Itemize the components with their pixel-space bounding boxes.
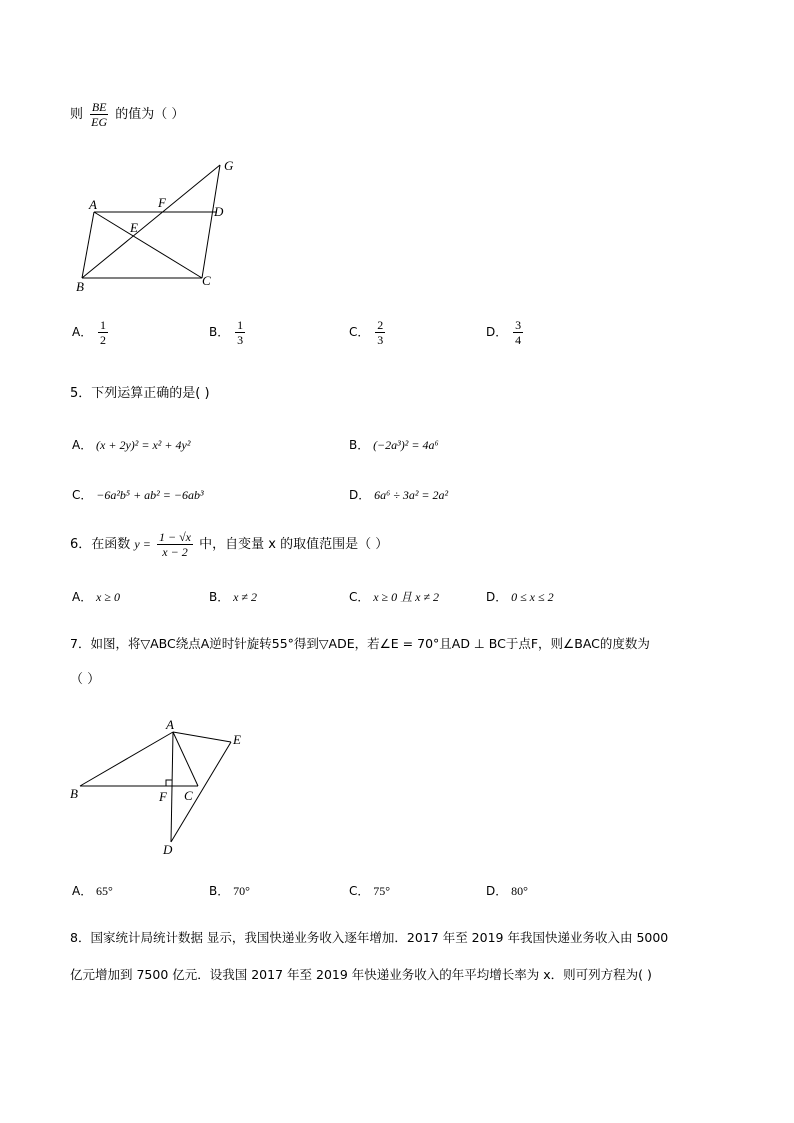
q6-suffix: 中，自变量 x 的取值范围是（ ） bbox=[199, 537, 389, 552]
option-fraction bbox=[513, 318, 523, 347]
option-value: 75° bbox=[373, 884, 391, 898]
q8-stem-line1: 8．国家统计局统计数据 显示，我国快递业务收入逐年增加．2017 年至 2019 年我国快递业务收入由 5000 bbox=[70, 930, 669, 945]
q4-option-b[interactable] bbox=[209, 318, 247, 347]
option-value: 80° bbox=[511, 884, 528, 898]
q7-line-AE bbox=[173, 732, 231, 742]
option-value: 70° bbox=[233, 884, 250, 898]
q7-label-A: A bbox=[166, 717, 174, 732]
option-value: 65° bbox=[96, 884, 113, 898]
q6-option-c[interactable] bbox=[349, 588, 439, 605]
option-letter: A． bbox=[72, 884, 93, 898]
q7-line-AC bbox=[173, 732, 198, 786]
q6-prefix: 6．在函数 bbox=[70, 537, 131, 552]
q7-option-a[interactable] bbox=[72, 882, 113, 899]
option-letter: A． bbox=[72, 590, 93, 604]
q4-stem bbox=[70, 100, 184, 129]
q7-option-c[interactable] bbox=[349, 882, 390, 899]
frac-num: 2 bbox=[377, 318, 384, 332]
q5-option-c[interactable] bbox=[72, 486, 204, 503]
q6-frac-num: 1 − √x bbox=[159, 530, 192, 544]
q7-right-angle-mark bbox=[166, 780, 172, 786]
option-expr: −6a²b⁵ + ab² = −6ab³ bbox=[96, 488, 204, 502]
option-letter: C． bbox=[349, 590, 370, 604]
option-letter: D． bbox=[486, 325, 508, 339]
q4-label-B: B bbox=[76, 279, 84, 294]
q6-option-a[interactable] bbox=[72, 588, 120, 605]
q6-frac-den: x − 2 bbox=[162, 545, 188, 559]
option-fraction bbox=[375, 318, 385, 347]
option-letter: D． bbox=[486, 590, 508, 604]
q6-stem bbox=[70, 530, 388, 559]
frac-num: 3 bbox=[515, 318, 522, 332]
q6-func-lhs: y = bbox=[134, 537, 151, 551]
option-expr: x ≥ 0 且 x ≠ 2 bbox=[373, 590, 440, 604]
q6-option-d[interactable] bbox=[486, 588, 554, 605]
option-letter: C． bbox=[72, 488, 93, 502]
q6-option-b[interactable] bbox=[209, 588, 257, 605]
q5-option-a[interactable] bbox=[72, 436, 190, 453]
q4-label-E: E bbox=[130, 220, 138, 235]
option-expr: (−2a³)² = 4a⁶ bbox=[373, 438, 439, 452]
option-expr: 6a⁶ ÷ 3a² = 2a² bbox=[374, 488, 449, 502]
option-expr: 0 ≤ x ≤ 2 bbox=[511, 590, 554, 604]
q7-stem-line2: （ ） bbox=[70, 672, 101, 687]
q4-line-CG bbox=[202, 165, 220, 278]
q4-figure bbox=[72, 155, 242, 295]
q4-line-AB bbox=[82, 212, 94, 278]
q8-stem-line2: 亿元增加到 7500 亿元．设我国 2017 年至 2019 年快递业务收入的年平均增长率为 x．则可列方程为( ) bbox=[70, 967, 652, 982]
option-letter: B． bbox=[209, 590, 230, 604]
option-letter: D． bbox=[349, 488, 371, 502]
q7-label-B: B bbox=[70, 786, 78, 801]
frac-den: 2 bbox=[100, 333, 107, 347]
q7-label-C: C bbox=[184, 788, 193, 803]
option-expr: x ≥ 0 bbox=[96, 590, 120, 604]
frac-den: 4 bbox=[515, 333, 522, 347]
q5-option-b[interactable] bbox=[349, 436, 439, 453]
option-letter: A． bbox=[72, 438, 93, 452]
q7-figure bbox=[66, 712, 256, 862]
frac-num: 1 bbox=[100, 318, 107, 332]
q4-label-A: A bbox=[89, 197, 97, 212]
frac-num: 1 bbox=[237, 318, 244, 332]
option-letter: A． bbox=[72, 325, 93, 339]
option-letter: D． bbox=[486, 884, 508, 898]
q4-prefix: 则 bbox=[70, 107, 84, 122]
q4-fraction bbox=[89, 100, 109, 129]
q4-line-BG bbox=[82, 165, 220, 278]
q4-option-c[interactable] bbox=[349, 318, 387, 347]
option-expr: x ≠ 2 bbox=[233, 590, 257, 604]
q4-label-C: C bbox=[202, 273, 211, 288]
option-fraction bbox=[235, 318, 245, 347]
q4-label-F: F bbox=[158, 195, 166, 210]
q7-option-b[interactable] bbox=[209, 882, 250, 899]
q6-fraction bbox=[157, 530, 193, 559]
q7-line-DE bbox=[171, 742, 231, 842]
q5-option-d[interactable] bbox=[349, 486, 448, 503]
q4-suffix: 的值为（ ） bbox=[115, 107, 185, 122]
option-letter: B． bbox=[209, 325, 230, 339]
option-letter: C． bbox=[349, 884, 370, 898]
q4-frac-num: BE bbox=[91, 100, 107, 114]
q7-stem-line1: 7．如图，将▽ABC绕点A逆时针旋转55°得到▽ADE，若∠E = 70°且AD ⊥ BC于点F，则∠BAC的度数为 bbox=[70, 636, 650, 651]
frac-den: 3 bbox=[377, 333, 384, 347]
q4-line-AC bbox=[94, 212, 202, 278]
q7-line-AB bbox=[80, 732, 173, 786]
option-letter: B． bbox=[209, 884, 230, 898]
option-expr: (x + 2y)² = x² + 4y² bbox=[96, 438, 191, 452]
q4-option-a[interactable] bbox=[72, 318, 110, 347]
q4-option-d[interactable] bbox=[486, 318, 525, 347]
q4-label-G: G bbox=[224, 158, 234, 173]
q7-label-E: E bbox=[233, 732, 241, 747]
q4-frac-den: EG bbox=[91, 115, 108, 129]
option-letter: C． bbox=[349, 325, 370, 339]
q7-option-d[interactable] bbox=[486, 882, 528, 899]
option-letter: B． bbox=[349, 438, 370, 452]
frac-den: 3 bbox=[237, 333, 244, 347]
option-fraction bbox=[98, 318, 108, 347]
q7-label-D: D bbox=[163, 842, 173, 857]
q7-line-AD bbox=[171, 732, 173, 842]
q7-label-F: F bbox=[159, 789, 167, 804]
q4-label-D: D bbox=[214, 204, 224, 219]
q5-stem: 5．下列运算正确的是( ) bbox=[70, 386, 210, 401]
